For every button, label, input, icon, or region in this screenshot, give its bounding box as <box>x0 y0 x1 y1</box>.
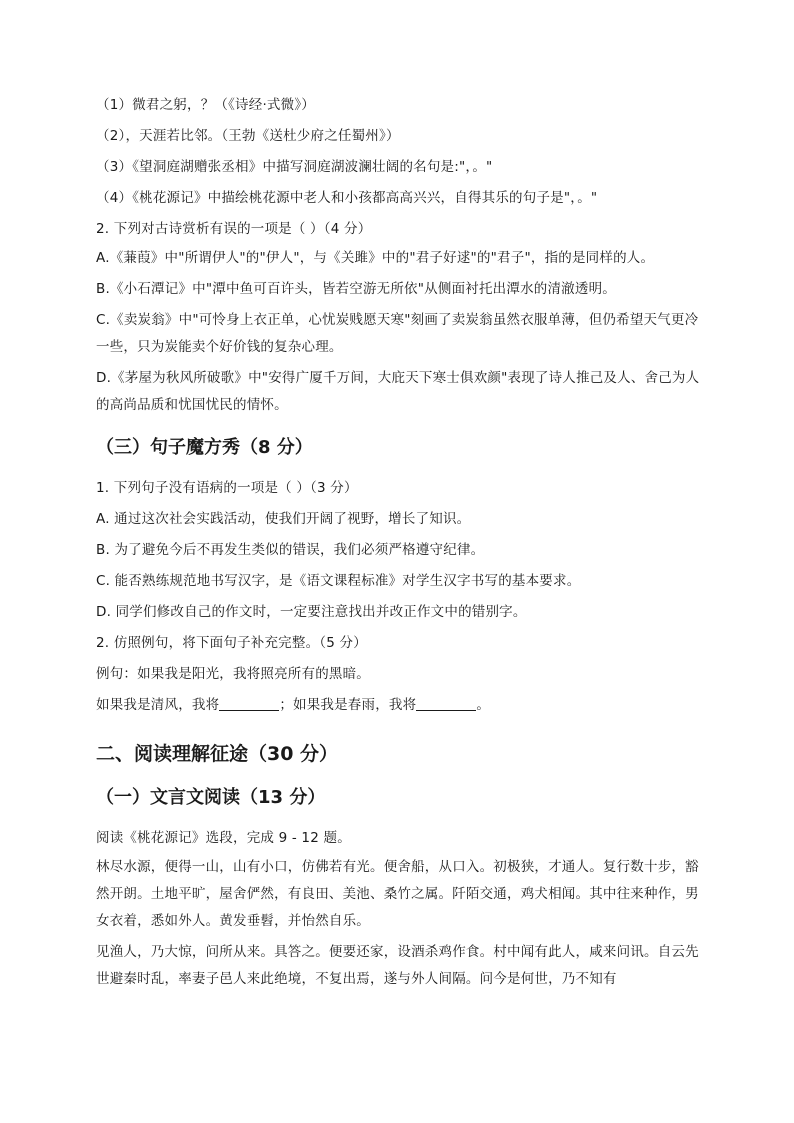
grammar-option-c: C. 能否熟练规范地书写汉字，是《语文课程标准》对学生汉字书写的基本要求。 <box>96 573 581 589</box>
imitation-example: 例句：如果我是阳光，我将照亮所有的黑暗。 <box>96 666 370 682</box>
appreciation-option-d: D.《茅屋为秋风所破歌》中"安得广厦千万间，大庇天下寒士俱欢颜"表现了诗人推己及人、舍己为人的高尚品质和忧国忧民的情怀。 <box>96 370 700 413</box>
reading-intro: 阅读《桃花源记》选段，完成 9 - 12 题。 <box>96 830 351 846</box>
imitation-stem: 2. 仿照例句，将下面句子补充完整。（5 分） <box>96 635 367 651</box>
appreciation-stem: 2. 下列对古诗赏析有误的一项是（ ）（4 分） <box>96 221 372 237</box>
poem-fill-q3: （3）《望洞庭湖赠张丞相》中描写洞庭湖波澜壮阔的名句是:"，。" <box>96 159 493 175</box>
part2-heading: 二、阅读理解征途（30 分） <box>96 743 339 765</box>
grammar-option-b: B. 为了避免今后不再发生类似的错误，我们必须严格遵守纪律。 <box>96 542 485 558</box>
reading-passage-1: 林尽水源，便得一山，山有小口，仿佛若有光。便舍船，从口入。初极狭，才通人。复行数十步，豁然开朗。土地平旷，屋舍俨然，有良田、美池、桑竹之属。阡陌交通，鸡犬相闻。其中往来种作，男女衣着，悉如外人。黄发垂髫，并怡然自乐。 <box>96 859 699 929</box>
fill-text-1: 如果我是清风，我将 <box>96 697 220 713</box>
fill-text-2: ；如果我是春雨，我将 <box>279 697 417 713</box>
fill-blank-1[interactable] <box>219 696 279 711</box>
appreciation-option-a: A.《蒹葭》中"所谓伊人"的"伊人"，与《关雎》中的"君子好逑"的"君子"，指的是同样的人。 <box>96 250 655 266</box>
appreciation-option-b: B.《小石潭记》中"潭中鱼可百许头，皆若空游无所依"从侧面衬托出潭水的清澈透明。 <box>96 281 616 297</box>
reading-passage-2: 见渔人，乃大惊，问所从来。具答之。便要还家，设酒杀鸡作食。村中闻有此人，咸来问讯。自云先世避秦时乱，率妻子邑人来此绝境，不复出焉，遂与外人间隔。问今是何世，乃不知有 <box>96 944 699 987</box>
appreciation-option-c: C.《卖炭翁》中"可怜身上衣正单，心忧炭贱愿天寒"刻画了卖炭翁虽然衣服单薄，但仍希望天气更冷一些，只为炭能卖个好价钱的复杂心理。 <box>96 312 699 355</box>
classical-reading-heading: （一）文言文阅读（13 分） <box>96 787 326 808</box>
grammar-option-a: A. 通过这次社会实践活动，使我们开阔了视野，增长了知识。 <box>96 511 471 527</box>
grammar-option-d: D. 同学们修改自己的作文时，一定要注意找出并改正作文中的错别字。 <box>96 604 527 620</box>
grammar-stem: 1. 下列句子没有语病的一项是（ ）（3 分） <box>96 480 358 496</box>
poem-fill-q4: （4）《桃花源记》中描绘桃花源中老人和小孩都高高兴兴，自得其乐的句子是"，。" <box>96 190 598 206</box>
document-page <box>96 90 706 997</box>
fill-blank-2[interactable] <box>416 696 476 711</box>
imitation-fill-line <box>96 690 706 721</box>
poem-fill-q2: （2），天涯若比邻。（王勃《送杜少府之任蜀州》） <box>96 128 400 144</box>
fill-text-3: 。 <box>476 697 491 713</box>
poem-fill-q1: （1）微君之躬，？（《诗经·式微》） <box>96 97 315 113</box>
section3-heading: （三）句子魔方秀（8 分） <box>96 437 313 458</box>
